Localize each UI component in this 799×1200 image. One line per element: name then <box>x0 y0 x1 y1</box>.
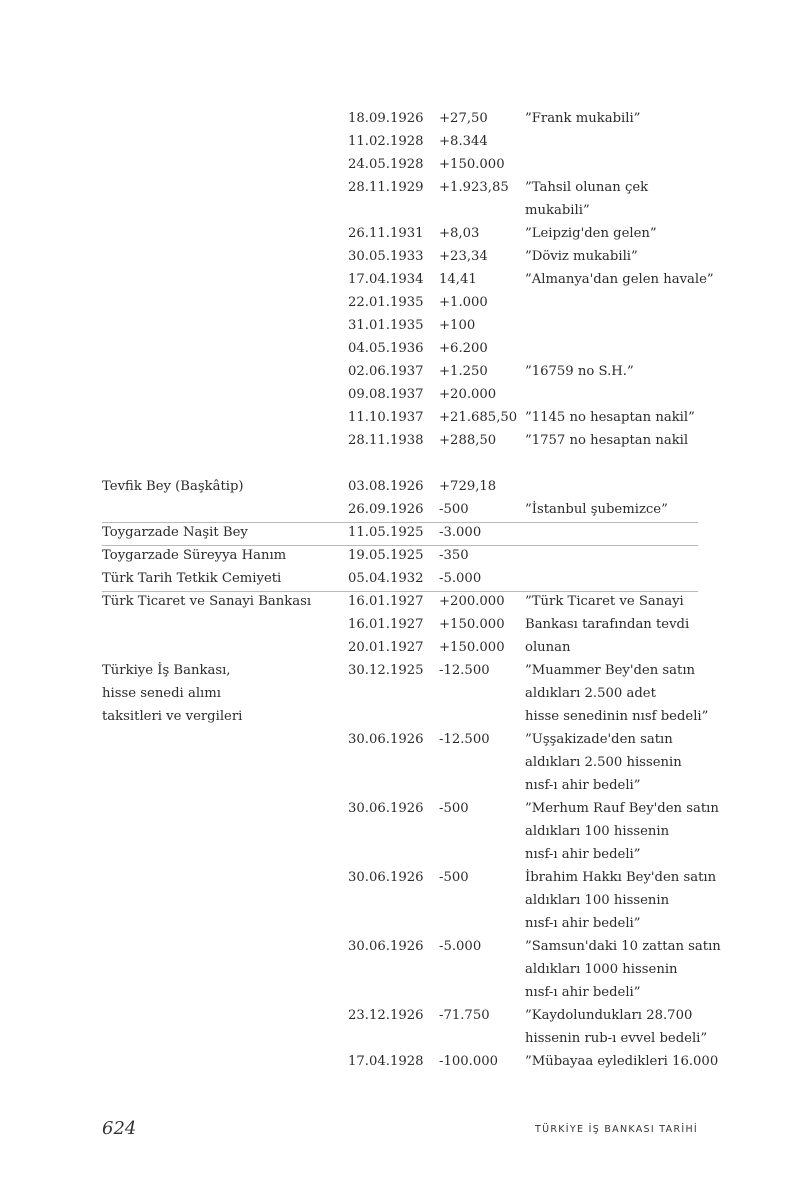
amount-cell: +20.000 <box>439 387 497 402</box>
note-cell: ”Leipzig'den gelen” <box>525 226 657 241</box>
amount-cell: 14,41 <box>439 272 477 287</box>
amount-cell: +1.923,85 <box>439 180 509 195</box>
note-cell: ”Almanya'dan gelen havale” <box>525 272 714 287</box>
table-row <box>102 682 698 705</box>
note-cell: ”Tahsil olunan çek <box>525 180 649 195</box>
table-row <box>102 981 698 1004</box>
table-row <box>102 820 698 843</box>
table-row <box>102 199 698 222</box>
table-row <box>102 613 698 636</box>
table-row <box>102 107 698 130</box>
table-row <box>102 291 698 314</box>
date-cell: 05.04.1932 <box>348 571 424 586</box>
amount-cell: +23,34 <box>439 249 488 264</box>
note-cell: ”İstanbul şubemizce” <box>525 502 668 517</box>
date-cell: 23.12.1926 <box>348 1008 424 1023</box>
date-cell: 22.01.1935 <box>348 295 424 310</box>
date-cell: 11.10.1937 <box>348 410 424 425</box>
date-cell: 16.01.1927 <box>348 617 424 632</box>
amount-cell: -500 <box>439 801 469 816</box>
note-cell: ”Uşşakizade'den satın <box>525 732 673 747</box>
amount-cell: +288,50 <box>439 433 497 448</box>
page-number: 624 <box>102 1118 137 1139</box>
amount-cell: +150.000 <box>439 617 505 632</box>
account-name-cell: Türkiye İş Bankası, <box>102 663 231 678</box>
table-row <box>102 498 698 521</box>
note-cell: mukabili” <box>525 203 590 218</box>
date-cell: 19.05.1925 <box>348 548 424 563</box>
note-cell: ”16759 no S.H.” <box>525 364 634 379</box>
table-row <box>102 429 698 452</box>
note-cell: ”Kaydolundukları 28.700 <box>525 1008 693 1023</box>
table-row <box>102 958 698 981</box>
table-row <box>102 268 714 291</box>
amount-cell: -5.000 <box>439 571 482 586</box>
table-row <box>102 567 698 590</box>
note-cell: İbrahim Hakkı Bey'den satın <box>525 870 717 885</box>
date-cell: 02.06.1937 <box>348 364 424 379</box>
amount-cell: -5.000 <box>439 939 482 954</box>
amount-cell: -12.500 <box>439 663 490 678</box>
note-cell: aldıkları 100 hissenin <box>525 824 670 839</box>
table-row <box>102 636 698 659</box>
amount-cell: -100.000 <box>439 1054 498 1069</box>
table-row <box>102 130 698 153</box>
amount-cell: -71.750 <box>439 1008 490 1023</box>
date-cell: 16.01.1927 <box>348 594 424 609</box>
amount-cell: +6.200 <box>439 341 488 356</box>
date-cell: 18.09.1926 <box>348 111 424 126</box>
note-cell: ”Muammer Bey'den satın <box>525 663 696 678</box>
table-row <box>102 222 698 245</box>
table-row <box>102 452 698 475</box>
amount-cell: +8.344 <box>439 134 488 149</box>
amount-cell: +27,50 <box>439 111 488 126</box>
note-cell: ”Mübayaa eyledikleri 16.000 <box>525 1054 719 1069</box>
date-cell: 20.01.1927 <box>348 640 424 655</box>
note-cell: Bankası tarafından tevdi <box>525 617 690 632</box>
amount-cell: +729,18 <box>439 479 497 494</box>
note-cell: nısf-ı ahir bedeli” <box>525 916 641 931</box>
note-cell: hissenin rub-ı evvel bedeli” <box>525 1031 708 1046</box>
amount-cell: -500 <box>439 870 469 885</box>
date-cell: 28.11.1938 <box>348 433 424 448</box>
row-divider <box>102 545 698 546</box>
note-cell: ”1757 no hesaptan nakil <box>525 433 689 448</box>
row-divider <box>102 522 698 523</box>
note-cell: aldıkları 100 hissenin <box>525 893 670 908</box>
table-row <box>102 1050 719 1073</box>
account-name-cell: Tevfik Bey (Başkâtip) <box>102 479 244 494</box>
amount-cell: +1.000 <box>439 295 488 310</box>
note-cell: hisse senedinin nısf bedeli” <box>525 709 709 724</box>
note-cell: ”Döviz mukabili” <box>525 249 638 264</box>
row-divider <box>102 591 698 592</box>
date-cell: 17.04.1928 <box>348 1054 424 1069</box>
table-row <box>102 383 698 406</box>
running-title: TÜRKİYE İŞ BANKASI TARİHİ <box>534 1124 698 1135</box>
table-row <box>102 153 698 176</box>
table-row <box>102 314 698 337</box>
table-row <box>102 912 698 935</box>
date-cell: 30.12.1925 <box>348 663 424 678</box>
table-row <box>102 866 717 889</box>
date-cell: 28.11.1929 <box>348 180 424 195</box>
amount-cell: +21.685,50 <box>439 410 518 425</box>
note-cell: ”Frank mukabili” <box>525 111 641 126</box>
amount-cell: -350 <box>439 548 469 563</box>
amount-cell: -12.500 <box>439 732 490 747</box>
table-row <box>102 659 698 682</box>
table-row <box>102 774 698 797</box>
table-row <box>102 475 698 498</box>
table-row <box>102 406 698 429</box>
note-cell: nısf-ı ahir bedeli” <box>525 985 641 1000</box>
note-cell: aldıkları 2.500 hissenin <box>525 755 682 770</box>
account-table <box>102 107 721 1073</box>
date-cell: 26.09.1926 <box>348 502 424 517</box>
date-cell: 30.05.1933 <box>348 249 424 264</box>
date-cell: 30.06.1926 <box>348 939 424 954</box>
amount-cell: +150.000 <box>439 640 505 655</box>
table-row <box>102 797 719 820</box>
table-row <box>102 728 698 751</box>
amount-cell: +100 <box>439 318 476 333</box>
account-name-cell: hisse senedi alımı <box>102 686 221 701</box>
table-row <box>102 935 721 958</box>
amount-cell: +200.000 <box>439 594 505 609</box>
table-row <box>102 590 698 613</box>
table-row <box>102 751 698 774</box>
table-row <box>102 337 698 360</box>
date-cell: 03.08.1926 <box>348 479 424 494</box>
note-cell: nısf-ı ahir bedeli” <box>525 847 641 862</box>
account-name-cell: taksitleri ve vergileri <box>102 709 243 724</box>
date-cell: 11.05.1925 <box>348 525 424 540</box>
amount-cell: -500 <box>439 502 469 517</box>
date-cell: 24.05.1928 <box>348 157 424 172</box>
note-cell: ”Türk Ticaret ve Sanayi <box>525 594 684 609</box>
table-row <box>102 360 698 383</box>
amount-cell: +150.000 <box>439 157 505 172</box>
date-cell: 30.06.1926 <box>348 732 424 747</box>
note-cell: olunan <box>525 640 571 655</box>
note-cell: aldıkları 1000 hissenin <box>525 962 678 977</box>
account-name-cell: Türk Ticaret ve Sanayi Bankası <box>102 594 312 609</box>
note-cell: ”Merhum Rauf Bey'den satın <box>525 801 719 816</box>
table-row <box>102 1004 698 1027</box>
note-cell: ”Samsun'daki 10 zattan satın <box>525 939 721 954</box>
date-cell: 31.01.1935 <box>348 318 424 333</box>
table-row <box>102 705 709 728</box>
date-cell: 17.04.1934 <box>348 272 424 287</box>
table-row <box>102 843 698 866</box>
date-cell: 26.11.1931 <box>348 226 424 241</box>
table-row <box>102 521 698 544</box>
date-cell: 09.08.1937 <box>348 387 424 402</box>
table-row <box>102 889 698 912</box>
amount-cell: +8,03 <box>439 226 480 241</box>
date-cell: 04.05.1936 <box>348 341 424 356</box>
table-row <box>102 544 698 567</box>
amount-cell: +1.250 <box>439 364 488 379</box>
amount-cell: -3.000 <box>439 525 482 540</box>
account-name-cell: Türk Tarih Tetkik Cemiyeti <box>102 571 282 586</box>
note-cell: aldıkları 2.500 adet <box>525 686 656 701</box>
table-row <box>102 176 698 199</box>
account-name-cell: Toygarzade Naşit Bey <box>102 525 248 540</box>
date-cell: 30.06.1926 <box>348 870 424 885</box>
table-row <box>102 1027 708 1050</box>
note-cell: nısf-ı ahir bedeli” <box>525 778 641 793</box>
note-cell: ”1145 no hesaptan nakil” <box>525 410 695 425</box>
table-row <box>102 245 698 268</box>
date-cell: 30.06.1926 <box>348 801 424 816</box>
account-name-cell: Toygarzade Süreyya Hanım <box>102 548 287 563</box>
date-cell: 11.02.1928 <box>348 134 424 149</box>
